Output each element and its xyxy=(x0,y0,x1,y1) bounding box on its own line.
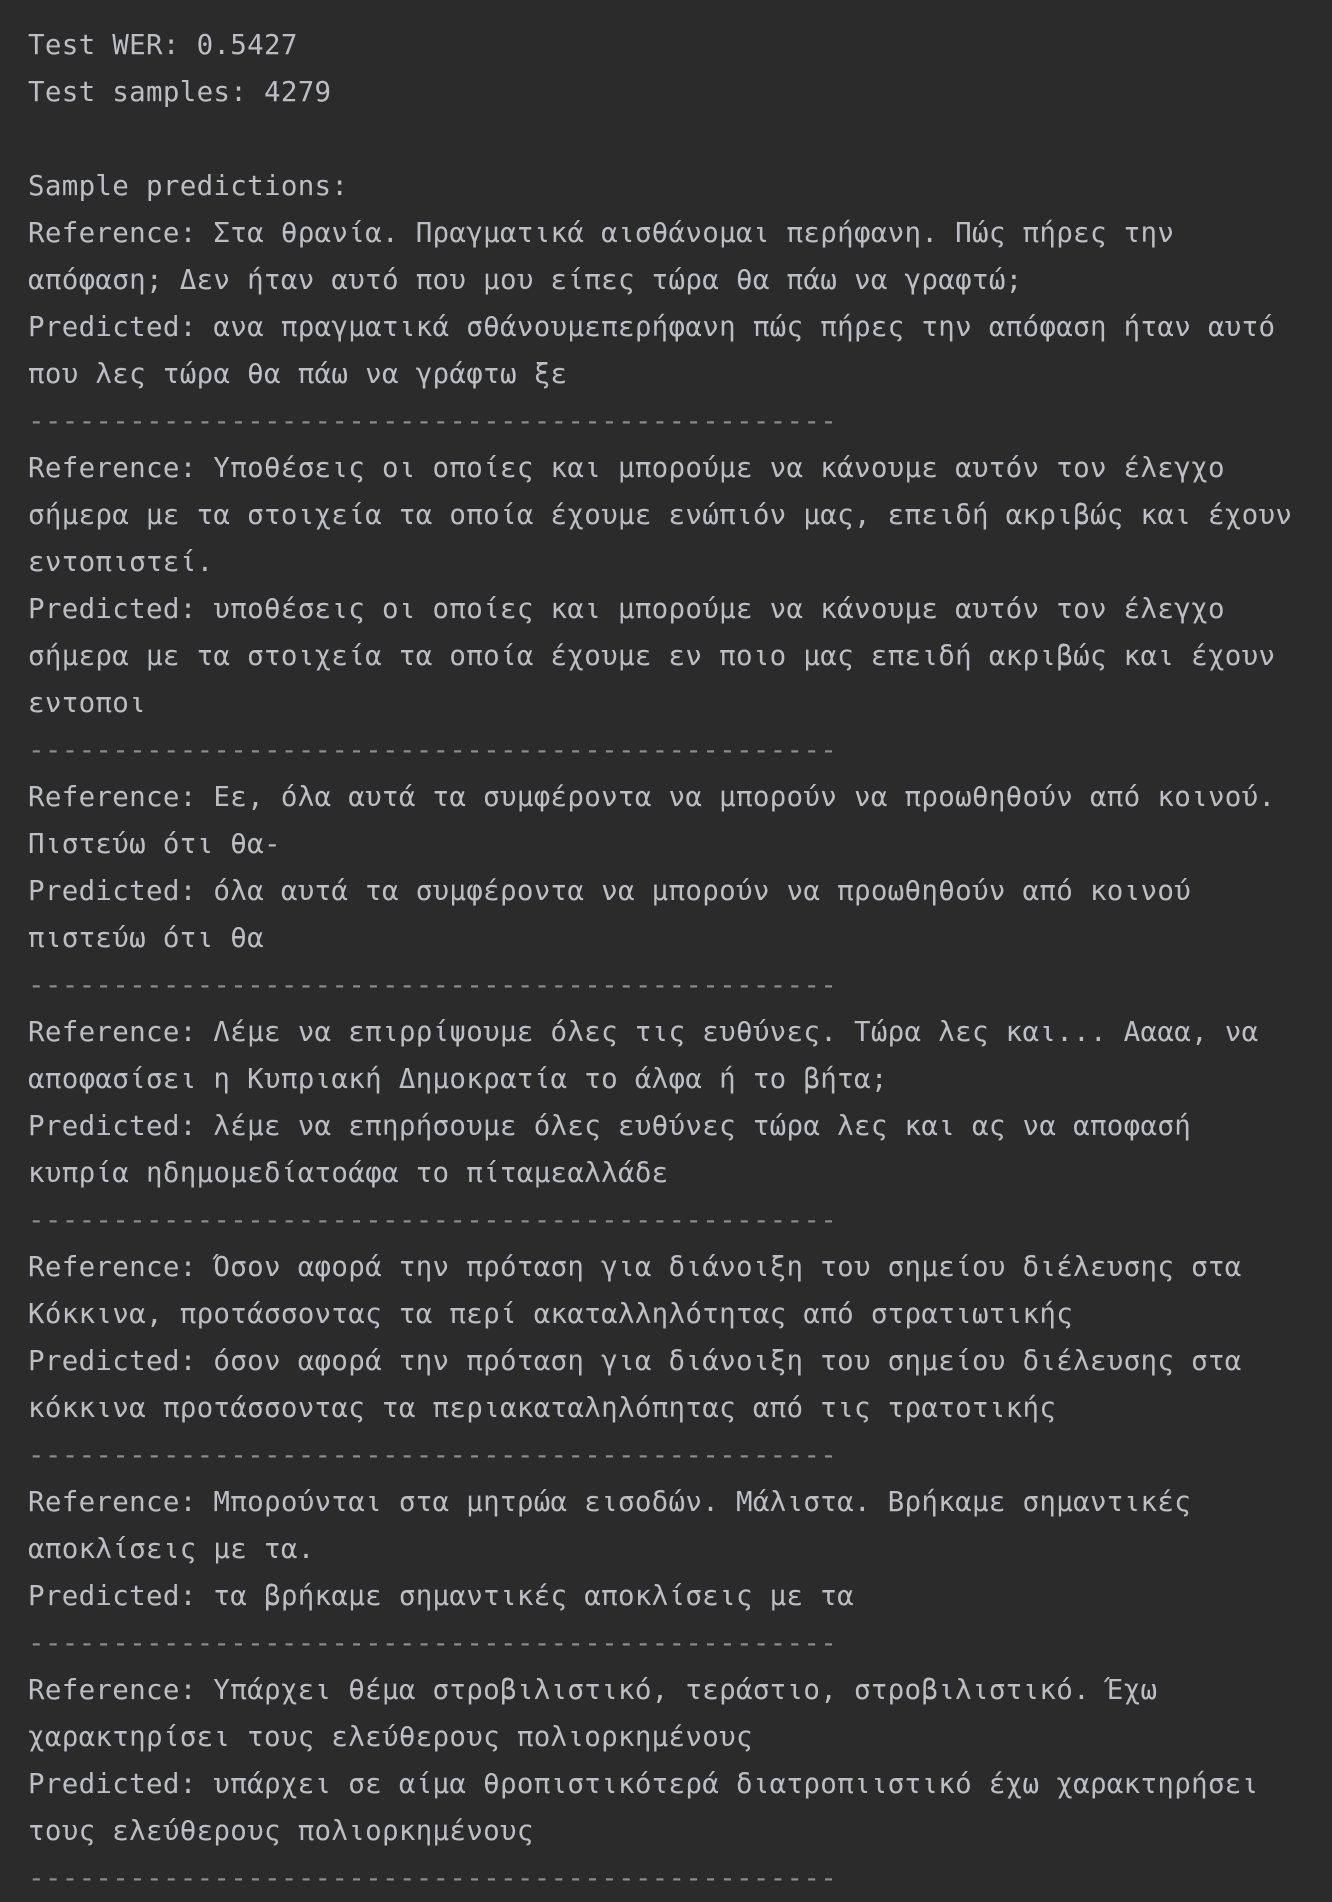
divider-line: ------------------------------------------------ xyxy=(28,1204,838,1236)
reference-line: Reference: Υποθέσεις οι οποίες και μπορούμε να κάνουμε αυτόν τον έλεγχο σήμερα με τα στοιχεία τα οποία έχουμε ενώπιόν μας, επειδή ακριβώς και έχουν εντοπιστεί. xyxy=(28,452,1310,578)
section-header: Sample predictions: xyxy=(28,170,349,202)
test-samples-line: Test samples: 4279 xyxy=(28,76,332,108)
predicted-line: Predicted: υποθέσεις οι οποίες και μπορούμε να κάνουμε αυτόν τον έλεγχο σήμερα με τα στοιχεία τα οποία έχουμε εν ποιο μας επειδή ακριβώς και έχουν εντοποι xyxy=(28,593,1293,719)
reference-line: Reference: Όσον αφορά την πρόταση για διάνοιξη του σημείου διέλευσης στα Κόκκινα, προτάσσοντας τα περί ακαταλληλότητας από στρατιωτικής xyxy=(28,1251,1259,1330)
divider-line: ------------------------------------------------ xyxy=(28,734,838,766)
divider-line: ------------------------------------------------ xyxy=(28,1627,838,1659)
reference-line: Reference: Λέμε να επιρρίψουμε όλες τις ευθύνες. Τώρα λες και... Αααα, να αποφασίσει η Κυπριακή Δημοκρατία το άλφα ή το βήτα; xyxy=(28,1016,1276,1095)
predicted-line: Predicted: τα βρήκαμε σημαντικές αποκλίσεις με τα xyxy=(28,1580,854,1612)
predicted-line: Predicted: υπάρχει σε αίμα θροπιστικότερά διατροπιιστικό έχω χαρακτηρήσει τους ελεύθερους πολιορκημένους xyxy=(28,1768,1276,1847)
prediction-entry xyxy=(28,1009,1304,1244)
divider-line: ------------------------------------------------ xyxy=(28,405,838,437)
reference-line: Reference: Υπάρχει θέμα στροβιλιστικό, τεράστιο, στροβιλιστικό. Έχω χαρακτηρίσει τους ελεύθερους πολιορκημένους xyxy=(28,1674,1175,1753)
divider-line: ------------------------------------------------ xyxy=(28,1862,838,1894)
predicted-line: Predicted: όσον αφορά την πρόταση για διάνοιξη του σημείου διέλευσης στα κόκκινα προτάσσοντας τα περιακαταληλόπητας από τις τρατοτικής xyxy=(28,1345,1259,1424)
blank-line xyxy=(28,116,1304,163)
reference-line: Reference: Μπορούνται στα μητρώα εισοδών. Μάλιστα. Βρήκαμε σημαντικές αποκλίσεις με τα. xyxy=(28,1486,1208,1565)
predicted-line: Predicted: ανα πραγματικά σθάνουμεπερήφανη πώς πήρες την απόφαση ήταν αυτό που λες τώρα θα πάω να γράφτω ξε xyxy=(28,311,1293,390)
prediction-entry xyxy=(28,1479,1304,1667)
prediction-entry xyxy=(28,774,1304,1009)
prediction-entry xyxy=(28,210,1304,445)
reference-line: Reference: Στα θρανία. Πραγματικά αισθάνομαι περήφανη. Πώς πήρες την απόφαση; Δεν ήταν αυτό που μου είπες τώρα θα πάω να γραφτώ; xyxy=(28,217,1192,296)
divider-line: ------------------------------------------------ xyxy=(28,1439,838,1471)
predicted-line: Predicted: λέμε να επηρήσουμε όλες ευθύνες τώρα λες και ας να αποφασή κυπρία ηδημομεδίατοάφα το πίταμεαλλάδε xyxy=(28,1110,1208,1189)
test-wer-line: Test WER: 0.5427 xyxy=(28,29,298,61)
prediction-entry xyxy=(28,1667,1304,1902)
prediction-entry xyxy=(28,445,1310,774)
predicted-line: Predicted: όλα αυτά τα συμφέροντα να μπορούν να προωθηθούν από κοινού πιστεύω ότι θα xyxy=(28,875,1208,954)
reference-line: Reference: Εε, όλα αυτά τα συμφέροντα να μπορούν να προωθηθούν από κοινού. Πιστεύω ότι θα- xyxy=(28,781,1293,860)
prediction-entry xyxy=(28,1244,1304,1479)
divider-line: ------------------------------------------------ xyxy=(28,969,838,1001)
